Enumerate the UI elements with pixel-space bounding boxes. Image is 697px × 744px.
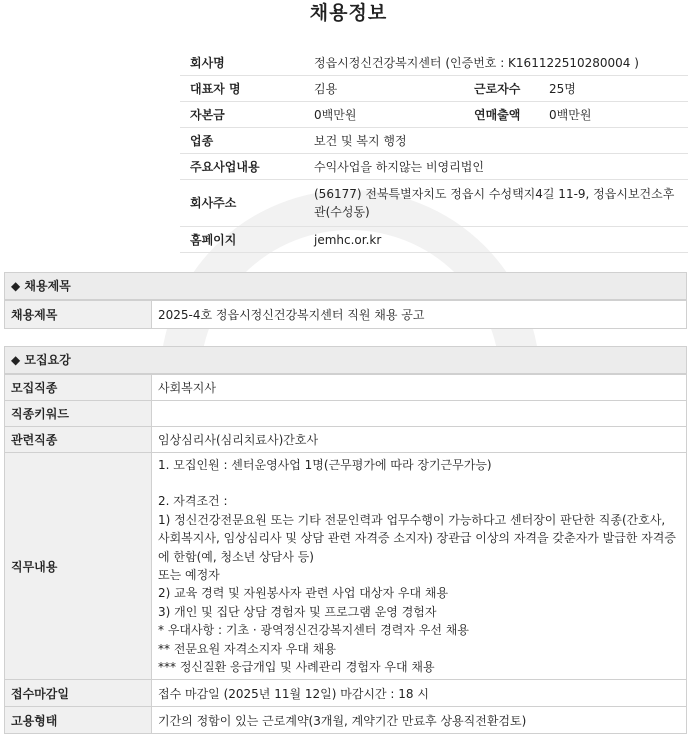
table-row: [5, 401, 687, 427]
recruit-title-header: ◆ 채용제목: [4, 272, 687, 300]
company-row: [180, 227, 688, 253]
sales-value: 0백만원: [539, 102, 688, 128]
table-row: [5, 427, 687, 453]
keyword-label: 직종키워드: [5, 401, 152, 427]
related-label: 관련직종: [5, 427, 152, 453]
table-row: [5, 301, 687, 329]
recruit-title-label: 채용제목: [5, 301, 152, 329]
employment-value: 기간의 정함이 있는 근로계약(3개월, 계약기간 만료후 상용직전환검토): [152, 707, 687, 734]
sales-label: 연매출액: [464, 102, 539, 128]
industry-value: 보건 및 복지 행정: [304, 128, 688, 154]
ceo-label: 대표자 명: [180, 76, 304, 102]
recruit-title-section: [4, 272, 687, 329]
requirements-section: [4, 346, 687, 734]
job-type-label: 모집직종: [5, 375, 152, 401]
duty-value: 1. 모집인원 : 센터운영사업 1명(근무평가에 따라 장기근무가능) 2. 자격조건 : 1) 정신건강전문요원 또는 기타 전문인력과 업무수행이 가능하다고 센터장이 판단한 직종(간호사, 사회복지사, 임상심리사 및 상담 관련 자격증 소지자) 장관급 이상의 자격을 갖춘자가 발급한 자격증에 한함(예, 청소년 상담사 등) 또는 예정자 2) 교육 경력 및 자원봉사자 관련 사업 대상자 우대 채용 3) 개인 및 집단 상담 경험자 및 프로그램 운영 경험자 * 우대사항 : 기초 · 광역정신건강복지센터 경력자 우선 채용 ** 전문요원 자격소지자 우대 채용 *** 정신질환 응급개입 및 사례관리 경험자 우대 채용: [152, 453, 687, 680]
employees-label: 근로자수: [464, 76, 539, 102]
capital-label: 자본금: [180, 102, 304, 128]
company-info-table: [180, 50, 688, 253]
requirements-header: ◆ 모집요강: [4, 346, 687, 374]
company-name-value: 정읍시정신건강복지센터 (인증번호 : K161122510280004 ): [304, 50, 688, 76]
company-row: [180, 50, 688, 76]
company-name-label: 회사명: [180, 50, 304, 76]
deadline-label: 접수마감일: [5, 680, 152, 707]
employment-label: 고용형태: [5, 707, 152, 734]
company-row: [180, 76, 688, 102]
company-row: [180, 154, 688, 180]
requirements-table: [4, 374, 687, 734]
ceo-value: 김용: [304, 76, 464, 102]
business-value: 수익사업을 하지않는 비영리법인: [304, 154, 688, 180]
industry-label: 업종: [180, 128, 304, 154]
table-row: [5, 680, 687, 707]
homepage-label: 홈페이지: [180, 227, 304, 253]
recruit-title-table: [4, 300, 687, 329]
recruit-title-value: 2025-4호 정읍시정신건강복지센터 직원 채용 공고: [152, 301, 687, 329]
homepage-link[interactable]: jemhc.or.kr: [304, 227, 688, 253]
table-row: [5, 707, 687, 734]
company-row: [180, 128, 688, 154]
table-row: [5, 453, 687, 680]
company-row: [180, 180, 688, 227]
employees-value: 25명: [539, 76, 688, 102]
page-title: 채용정보: [309, 2, 388, 24]
job-type-value: 사회복지사: [152, 375, 687, 401]
deadline-value: 접수 마감일 (2025년 11월 12일) 마감시간 : 18 시: [152, 680, 687, 707]
company-row: [180, 102, 688, 128]
address-label: 회사주소: [180, 180, 304, 227]
table-row: [5, 375, 687, 401]
keyword-value: [152, 401, 687, 427]
address-value: (56177) 전북특별자치도 정읍시 수성택지4길 11-9, 정읍시보건소후관(수성동): [304, 180, 688, 227]
capital-value: 0백만원: [304, 102, 464, 128]
business-label: 주요사업내용: [180, 154, 304, 180]
duty-label: 직무내용: [5, 453, 152, 680]
related-value: 임상심리사(심리치료사)간호사: [152, 427, 687, 453]
